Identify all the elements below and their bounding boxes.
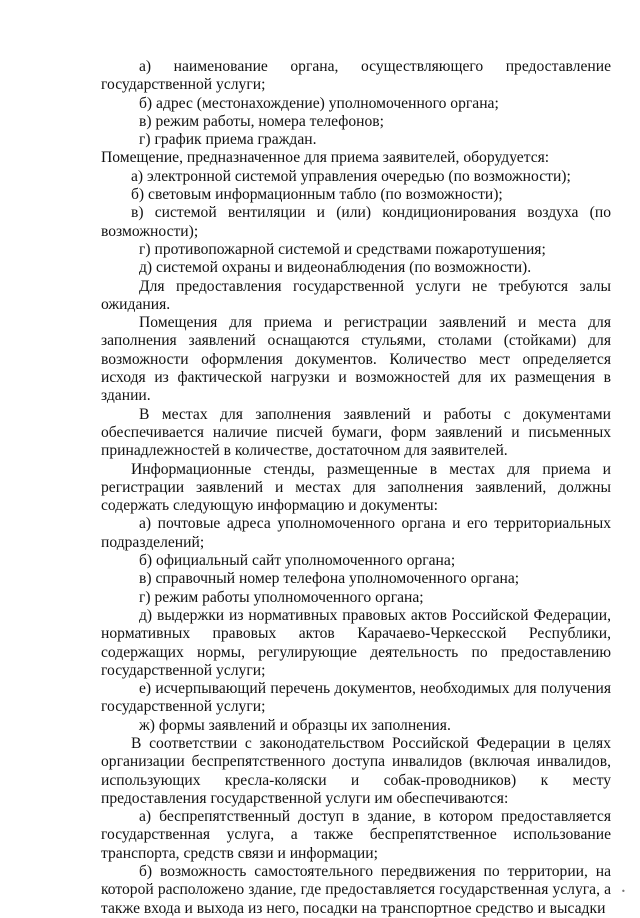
paragraph-item-a-agency-name: а) наименование органа, осуществляющего предоставление государственной услуги; [101, 58, 611, 94]
paragraph-item-d-security: д) системой охраны и видеонаблюдения (по возможности). [139, 259, 532, 277]
paragraph-item-g-reception-schedule: г) график приема граждан. [139, 131, 317, 149]
paragraph-disability-access: В соответствии с законодательством Российской Федерации в целях организации беспрепятственного доступа инвалидов (включая инвалидов, использующих кресла-коляски и собак-проводников) к месту предоставления государственной услуги им обеспечиваются: [101, 734, 611, 807]
paragraph-reception-premises: Помещения для приема и регистрации заявлений и места для заполнения заявлений оснащаются стульями, столами (стойками) для возможности оформления документов. Количество мест определяется исходя из фактической нагрузки и возможностей для их размещения в здании. [101, 314, 611, 405]
paragraph-item-v-ventilation: в) системой вентиляции и (или) кондиционирования воздуха (по возможности); [101, 204, 611, 240]
paragraph-item-v-work-hours: в) режим работы, номера телефонов; [139, 112, 385, 130]
corner-scan-mark: • [621, 887, 626, 896]
document-body [101, 58, 611, 918]
paragraph-item-g-fire-system: г) противопожарной системой и средствами пожаротушения; [139, 240, 546, 258]
paragraph-item-b-info-board: б) световым информационным табло (по возможности); [131, 186, 503, 204]
paragraph-item-e-document-list: е) исчерпывающий перечень документов, необходимых для получения государственной услуги; [101, 680, 611, 716]
paragraph-filling-places: В местах для заполнения заявлений и работы с документами обеспечивается наличие писчей бумаги, форм заявлений и письменных принадлежностей в количестве, достаточном для заявителей. [101, 405, 611, 460]
paragraph-item-b-website: б) официальный сайт уполномоченного органа; [139, 552, 456, 570]
paragraph-item-zh-forms: ж) формы заявлений и образцы их заполнения. [139, 716, 451, 734]
paragraph-item-a-queue-system: а) электронной системой управления очередью (по возможности); [131, 167, 571, 185]
paragraph-item-a-postal-addresses: а) почтовые адреса уполномоченного органа и его территориальных подразделений; [101, 515, 611, 551]
paragraph-item-v-phone: в) справочный номер телефона уполномоченного органа; [139, 570, 520, 588]
paragraph-premises-equipment: Помещение, предназначенное для приема заявителей, оборудуется: [101, 149, 550, 167]
paragraph-item-b-address: б) адрес (местонахождение) уполномоченного органа; [139, 94, 499, 112]
paragraph-item-d-legal-extracts: д) выдержки из нормативных правовых актов Российской Федерации, нормативных правовых актов Карачаево-Черкесской Республики, содержащих нормы, регулирующие деятельность по предоставлению государственной услуги; [101, 606, 611, 679]
paragraph-item-b-independent-movement: б) возможность самостоятельного передвижения по территории, на которой расположено здание, где предоставляется государственная услуга, а также входа и выхода из него, посадки на транспортное средство и высадки [101, 863, 611, 917]
paragraph-info-stands: Информационные стенды, размещенные в местах для приема и регистрации заявлений и местах для заполнения заявлений, должны содержать следующую информацию и документы: [101, 460, 611, 515]
paragraph-item-g-work-mode: г) режим работы уполномоченного органа; [139, 588, 424, 606]
paragraph-item-a-building-access: а) беспрепятственный доступ в здание, в котором предоставляется государственная услуга, а также беспрепятственное использование транспорта, средств связи и информации; [101, 808, 611, 862]
paragraph-waiting-rooms: Для предоставления государственной услуги не требуются залы ожидания. [101, 277, 611, 313]
